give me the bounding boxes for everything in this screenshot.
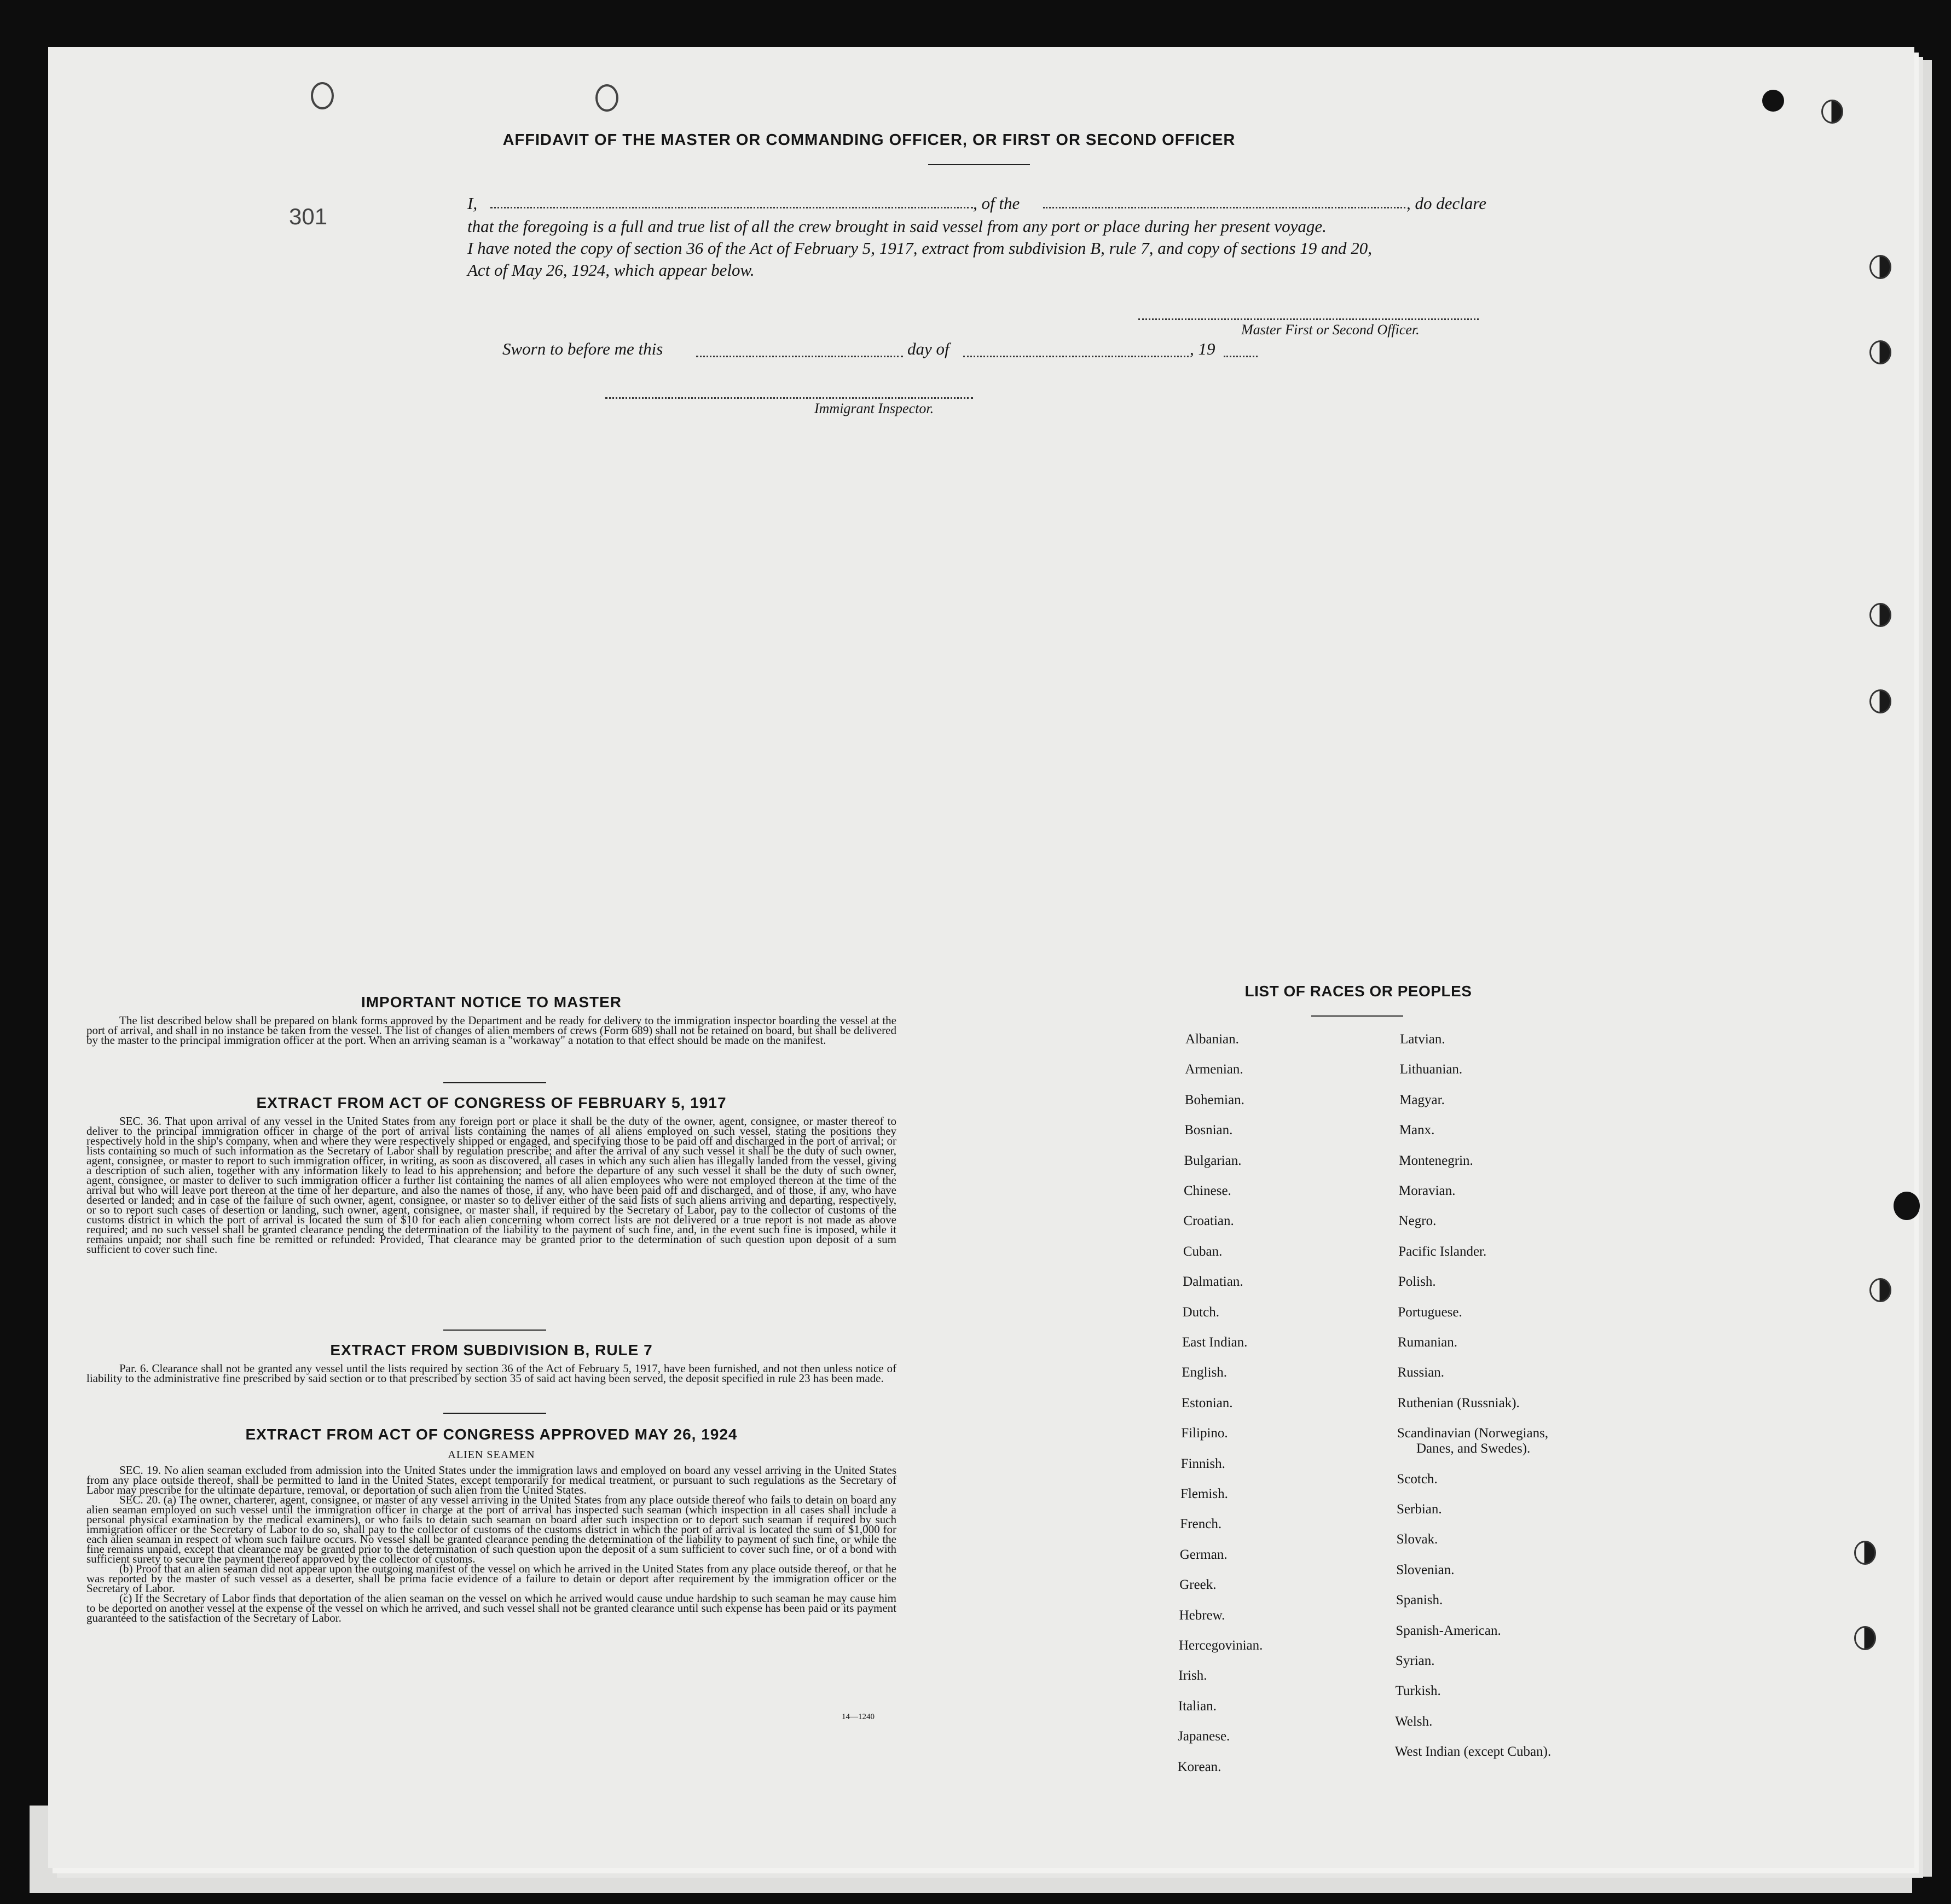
year-prefix: , 19 <box>1190 339 1215 358</box>
race-item: Chinese. <box>1184 1183 1231 1198</box>
punch-hole <box>1854 1626 1876 1650</box>
inspector-label: Immigrant Inspector. <box>814 400 934 416</box>
race-item: Flemish. <box>1180 1487 1228 1501</box>
signature-line[interactable] <box>1138 318 1479 320</box>
race-item: Rumanian. <box>1398 1335 1458 1350</box>
race-item: Irish. <box>1178 1668 1207 1684</box>
race-item: German. <box>1179 1547 1228 1562</box>
race-item: Magyar. <box>1399 1092 1445 1107</box>
affidavit-line3: I have noted the copy of section 36 of the Act of February 5, 1917, extract from subdivision B, rule 7, and copy of sections 19 and 20, <box>467 239 1373 258</box>
race-item: French. <box>1180 1517 1222 1532</box>
race-item: West Indian (except Cuban). <box>1394 1744 1551 1760</box>
rule7-text: Par. 6. Clearance shall not be granted any vessel until the lists required by section 36 of the Act of February 5, 1917, have been furnished, and not then unless notice of liability to the administrative fine prescribed by said section or to that prescribed by section 35 of said act having been served, the deposit specified in rule 23 has been made. <box>86 1362 896 1385</box>
race-item: Japanese. <box>1178 1729 1230 1744</box>
race-item: Croatian. <box>1183 1214 1234 1229</box>
divider <box>928 164 1030 165</box>
day-of-text: day of <box>907 339 950 358</box>
race-item: Moravian. <box>1399 1183 1456 1198</box>
punch-hole <box>1869 340 1891 364</box>
race-item: Polish. <box>1398 1274 1436 1290</box>
rule7-title: EXTRACT FROM SUBDIVISION B, RULE 7 <box>330 1342 653 1359</box>
punch-hole <box>1869 1278 1891 1302</box>
race-item: Slovenian. <box>1396 1562 1455 1577</box>
punch-hole <box>1869 689 1891 713</box>
punch-hole <box>1762 90 1784 112</box>
notice-title: IMPORTANT NOTICE TO MASTER <box>361 994 622 1011</box>
race-item: Scotch. <box>1397 1471 1438 1487</box>
race-item: Finnish. <box>1180 1456 1225 1471</box>
race-item: Syrian. <box>1396 1653 1435 1668</box>
race-item: Estonian. <box>1181 1395 1233 1410</box>
divider <box>443 1413 546 1414</box>
stamp-number: 301 <box>289 204 328 229</box>
punch-hole <box>1894 1192 1920 1220</box>
race-item: Albanian. <box>1185 1032 1239 1047</box>
extract-1917-text: SEC. 36. That upon arrival of any vessel in the United States from any foreign port or place it shall be the duty of the owner, agent, consignee, or master thereof to deliver to the principal immigration officer in charge of the port of arrival lists containing the names of all aliens employed on such vessel, stating the positions they respectively hold in the ship's company, when and where they were respectively shipped or engaged, and specifying those to be paid off and discharged in the port of arrival; or lists containing so much of such information as the Secretary of Labor shall by regulation prescribe; and after the arrival of any such vessel it shall be the duty of such owner, agent, consignee, or master to report to such immigration officer, in writing, as soon as discovered, all cases in which any such alien has illegally landed from the vessel, giving a description of such alien, together with any information likely to lead to his apprehension; and before the departure of any such vessel it shall be the duty of such owner, agent, consignee, or master to deliver to such immigration officer a further list containing the names of all alien employees who were not employed thereon at the time of the arrival but who will leave port thereon at the time of her departure, and also the names of those, if any, who have been paid off and discharged, and of those, if any, who have deserted or landed; and in case of the failure of such owner, agent, consignee, or master so to deliver either of the said lists of such aliens arriving and departing, respectively, or so to report such cases of desertion or landing, such owner, agent, consignee, or master shall, if required by the Secretary of Labor, pay to the collector of customs of the customs district in which the port of arrival is located the sum of $10 for each alien concerning whom correct lists are not delivered or a true report is not made as above required; and no such vessel shall be granted clearance pending the determination of the liability to the payment of such fine, and, in the event such fine is imposed, while it remains unpaid; nor shall such fine be remitted or refunded: Provided, That clearance may be granted prior to the determination of such question upon deposit of a sum sufficient to cover such fine. <box>86 1114 896 1256</box>
divider <box>443 1330 546 1331</box>
race-item: Armenian. <box>1185 1062 1243 1077</box>
divider <box>1311 1015 1403 1017</box>
race-item: Bohemian. <box>1184 1092 1244 1107</box>
race-item: Pacific Islander. <box>1398 1244 1487 1259</box>
sworn-text: Sworn to before me this <box>502 339 663 358</box>
race-item: Dalmatian. <box>1183 1274 1243 1290</box>
race-item: Hebrew. <box>1179 1607 1225 1623</box>
affidavit-title: AFFIDAVIT OF THE MASTER OR COMMANDING OFFICER, OR FIRST OR SECOND OFFICER <box>502 131 1236 149</box>
race-item: Welsh. <box>1395 1714 1433 1729</box>
vessel-field[interactable] <box>1043 207 1405 208</box>
name-field[interactable] <box>490 207 973 208</box>
race-item-continuation: Danes, and Swedes). <box>1416 1441 1531 1456</box>
race-item: Greek. <box>1179 1577 1217 1593</box>
race-item: Slovak. <box>1396 1532 1438 1547</box>
race-item: Spanish. <box>1396 1593 1443 1608</box>
race-item: Cuban. <box>1183 1244 1223 1259</box>
signature-label: Master First or Second Officer. <box>1241 322 1420 338</box>
sec20c-text: (c) If the Secretary of Labor finds that deportation of the alien seaman on the vessel on which he arrived would cause undue hardship to such seaman he may cause him to be deported on another vessel at the expense of the vessel on which he arrived, and such vessel shall not be granted clearance until such expense has been paid or its payment guaranteed to the satisfaction of the Secretary of Labor. <box>86 1592 896 1624</box>
extract-1924-title: EXTRACT FROM ACT OF CONGRESS APPROVED MAY 26, 1924 <box>245 1426 738 1443</box>
race-item: Hercegovinian. <box>1179 1638 1263 1653</box>
notice-text: The list described below shall be prepared on blank forms approved by the Department and be ready for delivery to the immigration inspector boarding the vessel at the port of arrival, and shall in no instance be taken from the vessel. The list of changes of alien members of crews (Form 689) shall not be retained on board, but shall be delivered by the master to the principal immigration officer at the port. When an arriving seaman is a "workaway" a notation to that effect should be made on the manifest. <box>86 1014 896 1047</box>
form-number: 14—1240 <box>842 1713 875 1721</box>
affidavit-i: I, <box>467 194 478 213</box>
extract-1917-title: EXTRACT FROM ACT OF CONGRESS OF FEBRUARY 5, 1917 <box>256 1094 727 1111</box>
document-page <box>48 47 1914 1868</box>
punch-hole <box>311 82 334 109</box>
punch-hole <box>1869 255 1891 279</box>
race-item: Dutch. <box>1182 1304 1219 1320</box>
race-item: Montenegrin. <box>1399 1153 1473 1168</box>
race-item: Serbian. <box>1397 1502 1442 1517</box>
sec19-text: SEC. 19. No alien seaman excluded from admission into the United States under the immigration laws and employed on board any vessel arriving in the United States from any place outside thereof, shall be permitted to land in the United States, except temporarily for medical treatment, or pursuant to such regulations as the Secretary of Labor may prescribe for the ultimate departure, removal, or deportation of such alien from the United States. <box>86 1464 896 1496</box>
race-item: Bulgarian. <box>1184 1153 1242 1168</box>
affidavit-declare: , do declare <box>1406 194 1487 213</box>
race-item: Scandinavian (Norwegians, <box>1397 1426 1549 1441</box>
divider <box>443 1082 546 1083</box>
race-item: Russian. <box>1397 1365 1445 1380</box>
punch-hole <box>1869 603 1891 627</box>
race-item: Latvian. <box>1400 1032 1445 1047</box>
race-item: Turkish. <box>1395 1684 1441 1699</box>
race-item: Manx. <box>1399 1123 1435 1138</box>
race-item: East Indian. <box>1182 1335 1248 1350</box>
race-item: Negro. <box>1398 1214 1437 1229</box>
alien-seamen-subtitle: ALIEN SEAMEN <box>448 1449 535 1461</box>
sworn-year-field[interactable] <box>1224 356 1258 357</box>
race-item: Italian. <box>1178 1698 1217 1714</box>
race-item: Portuguese. <box>1398 1304 1462 1320</box>
race-item: Ruthenian (Russniak). <box>1397 1395 1520 1410</box>
affidavit-line4: Act of May 26, 1924, which appear below. <box>467 260 755 280</box>
race-item: Spanish-American. <box>1396 1623 1501 1638</box>
extract-1924-body <box>86 1465 896 1623</box>
race-item: Filipino. <box>1181 1426 1228 1441</box>
sworn-day-field[interactable] <box>696 356 903 357</box>
sec20a-text: SEC. 20. (a) The owner, charterer, agent, consignee, or master of any vessel arriving in the United States from any place outside thereof who fails to detain on board any alien seaman employed on such vessel until the immigration officer in charge at the port of arrival has inspected such seaman (which inspection in all cases shall include a personal physical examination by the medical examiners), or who fails to detain such seaman on board after such inspection or to deport such seaman if required by such immigration officer or the Secretary of Labor to do so, shall pay to the collector of customs of the customs district in which the port of arrival is located the sum of $1,000 for each alien seaman in respect of whom such failure occurs. No vessel shall be granted clearance pending the determination of the liability to payment of such fine, or while the fine remains unpaid, except that clearance may be granted prior to the determination of such question upon the deposit of a sum sufficient to cover such fine, or of a bond with sufficient surety to secure the payment thereof approved by the collector of customs. <box>86 1493 896 1565</box>
sec20b-text: (b) Proof that an alien seaman did not appear upon the outgoing manifest of the vessel on which he arrived in the United States from any place outside thereof, or that he was reported by the master of such vessel as a deserter, shall be prima facie evidence of a failure to detain or deport after requirement by the immigration officer or the Secretary of Labor. <box>86 1562 896 1595</box>
punch-hole <box>1854 1541 1876 1565</box>
race-item: Bosnian. <box>1184 1123 1233 1138</box>
race-item: Lithuanian. <box>1399 1062 1463 1077</box>
affidavit-line2: that the foregoing is a full and true list of all the crew brought in said vessel from any port or place during her present voyage. <box>467 217 1327 236</box>
affidavit-of-the: , of the <box>973 194 1020 213</box>
punch-hole <box>595 84 618 112</box>
inspector-signature-line[interactable] <box>605 397 973 399</box>
sworn-month-field[interactable] <box>963 356 1189 357</box>
race-item: Korean. <box>1177 1759 1221 1774</box>
punch-hole <box>1821 100 1843 124</box>
race-item: English. <box>1182 1365 1228 1380</box>
races-title: LIST OF RACES OR PEOPLES <box>1244 983 1472 1000</box>
